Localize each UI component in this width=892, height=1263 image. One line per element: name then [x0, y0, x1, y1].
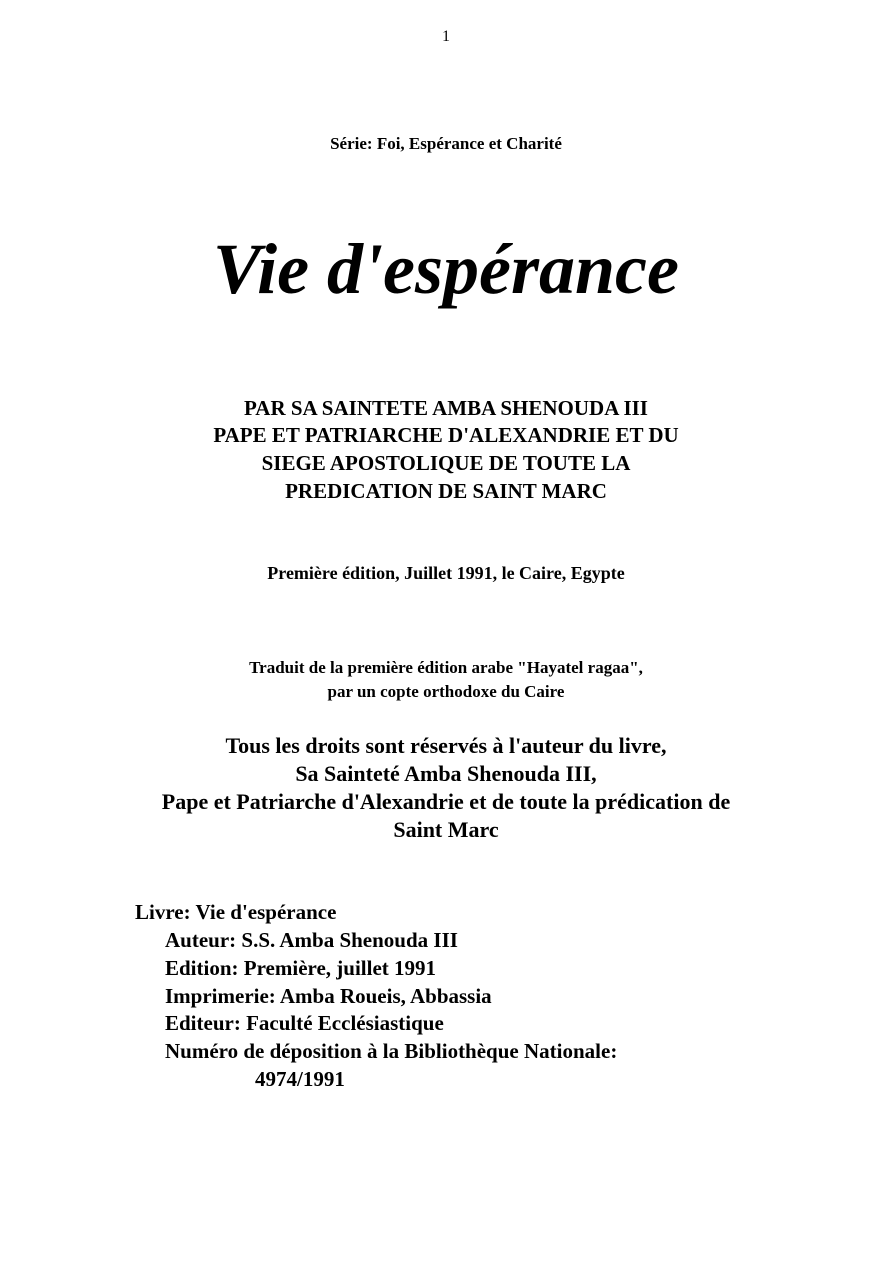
rights-line: Pape et Patriarche d'Alexandrie et de toute la prédication de [161, 789, 731, 814]
series-title: Série: Foi, Espérance et Charité [330, 134, 562, 153]
translation-line: par un copte orthodoxe du Caire [327, 682, 565, 701]
rights-line: Saint Marc [393, 817, 499, 842]
colophon-printer: Imprimerie: Amba Roueis, Abbassia [165, 984, 492, 1008]
author-line: PREDICATION DE SAINT MARC [285, 479, 607, 503]
page-number: 1 [442, 28, 450, 45]
colophon-publisher: Editeur: Faculté Ecclésiastique [165, 1011, 444, 1035]
rights-line: Sa Sainteté Amba Shenouda III, [295, 761, 597, 786]
colophon-edition: Edition: Première, juillet 1991 [165, 956, 437, 980]
colophon-deposit-label: Numéro de déposition à la Bibliothèque Nationale: [165, 1039, 618, 1063]
book-title: Vie d'espérance [213, 229, 679, 309]
colophon-author: Auteur: S.S. Amba Shenouda III [165, 928, 458, 952]
rights-line: Tous les droits sont réservés à l'auteur du livre, [225, 733, 667, 758]
translation-line: Traduit de la première édition arabe "Hayatel ragaa", [249, 658, 643, 677]
author-line: PAR SA SAINTETE AMBA SHENOUDA III [244, 396, 648, 420]
edition-line: Première édition, Juillet 1991, le Caire, Egypte [267, 563, 625, 583]
colophon-deposit-number: 4974/1991 [255, 1067, 345, 1091]
author-line: SIEGE APOSTOLIQUE DE TOUTE LA [261, 451, 631, 475]
colophon-book: Livre: Vie d'espérance [135, 900, 337, 924]
author-line: PAPE ET PATRIARCHE D'ALEXANDRIE ET DU [213, 423, 679, 447]
